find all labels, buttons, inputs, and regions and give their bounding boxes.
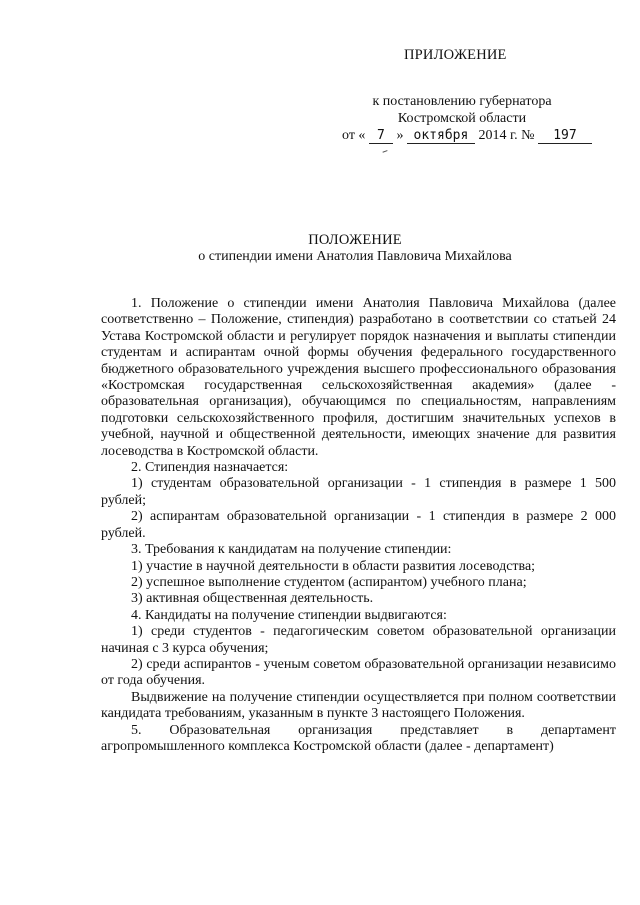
document-body <box>101 296 616 755</box>
date-prefix: от « <box>342 128 366 143</box>
date-day: 7 <box>369 129 393 144</box>
paragraph: Выдвижение на получение стипендии осуществляется при полном соответствии кандидата требованиям, указанным в пункте 3 настоящего Положения. <box>101 689 616 722</box>
paragraph: 3. Требования к кандидатам на получение стипендии: <box>131 542 452 558</box>
decree-date-line <box>342 128 592 144</box>
paragraph: 1) участие в научной деятельности в области развития лосеводства; <box>131 558 536 574</box>
paragraph: 4. Кандидаты на получение стипендии выдвигаются: <box>131 607 447 623</box>
paragraph: 2) среди аспирантов - ученым советом образовательной организации независимо от года обучения. <box>101 656 616 689</box>
paragraph: 5. Образовательная организация представляет в департамент агропромышленного комплекса Костромской области (далее - департамент) <box>101 722 616 754</box>
paragraph: 3) активная общественная деятельность. <box>131 591 374 607</box>
ink-tick-mark <box>381 147 387 152</box>
paragraph: 2. Стипендия назначается: <box>131 460 289 476</box>
paragraph: 1. Положение о стипендии имени Анатолия Павловича Михайлова (далее соответственно – Положение, стипендия) разработано в соответствии со статьей 24 Устава Костромской области и регулирует порядок назначения и выплаты стипендии студентам и аспирантам очной формы обучения федерального государственного бюджетного образовательного учреждения высшего профессионального образования «Костромская государственная сельскохозяйственная академия» (далее - образовательная организация), обучающимся по специальностям, направлениям подготовки сельскохозяйственного профиля, достигшим значительных успехов в учебной, научной и общественной деятельности, имеющих значение для развития лосеводства в Костромской области. <box>101 296 616 459</box>
appendix-line-1: к постановлению губернатора <box>372 94 552 109</box>
paragraph: 2) успешное выполнение студентом (аспирантом) учебного плана; <box>131 574 527 590</box>
decree-number: 197 <box>538 129 592 144</box>
paragraph: 1) студентам образовательной организации - 1 стипендия в размере 1 500 рублей; <box>101 476 616 508</box>
date-mid: » <box>396 128 404 143</box>
appendix-title: ПРИЛОЖЕНИЕ <box>404 47 507 63</box>
document-title: ПОЛОЖЕНИЕ <box>308 232 402 248</box>
document-subtitle: о стипендии имени Анатолия Павловича Михайлова <box>198 249 512 264</box>
date-month: октября <box>407 129 475 144</box>
appendix-line-2: Костромской области <box>397 111 527 126</box>
appendix-reference <box>342 93 582 127</box>
paragraph: 2) аспирантам образовательной организации - 1 стипендия в размере 2 000 рублей. <box>101 509 616 541</box>
date-year: 2014 г. № <box>478 128 535 143</box>
paragraph: 1) среди студентов - педагогическим советом образовательной организации начиная с 3 курса обучения; <box>101 624 616 656</box>
